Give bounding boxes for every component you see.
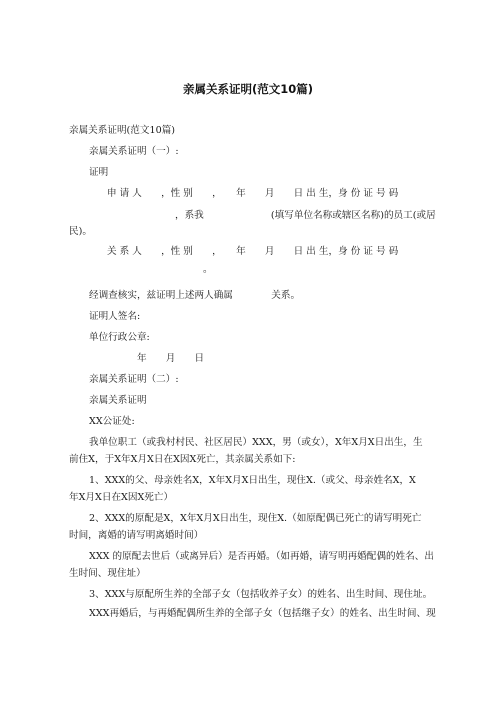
paragraph-line: 前住X，于X年X月X日在X因X死亡，其亲属关系如下: [69,454,296,465]
paragraph-line: 。 [203,264,213,275]
paragraph-line: 3、XXX与原配所生养的全部子女（包括收养子女）的姓名、出生时间、现住址。 [89,589,433,600]
paragraph-line: 亲属关系证明(范文10篇) [69,125,176,136]
paragraph-line: 我单位职工（或我村村民、社区居民）XXX，男（或女），X年X月X日出生，生 [89,437,423,448]
paragraph-line: 生时间、现住址） [69,568,146,579]
paragraph-line: 单位行政公章: [89,332,150,343]
paragraph-line: 民)。 [69,226,92,237]
paragraph-line: XX公证处: [89,416,135,427]
paragraph-line: 2、XXX的原配是X，X年X月X日出生，现住X.（如原配偶已死亡的请写明死亡 [89,513,422,524]
document-title: 亲属关系证明(范文10篇) [182,82,313,96]
paragraph-line: XXX 的原配去世后（或离异后）是否再婚。（如再婚，请写明再婚配偶的姓名、出 [89,551,434,562]
paragraph-line: 年X月X日在X因X死亡） [69,492,174,503]
paragraph-line: 1、XXX的父、母亲姓名X，X年X月X日出生，现住X.（或父、母亲姓名X，X [89,475,416,486]
paragraph-line: XXX再婚后，与再婚配偶所生养的全部子女（包括继子女）的姓名、出生时间、现 [89,608,436,619]
paragraph-line: ，系我 (填写单位名称或辖区名称)的员工(或居 [175,210,436,221]
paragraph-line: 亲属关系证明（二）: [89,374,179,385]
paragraph-line: 经调查核实，兹证明上述两人确属 关系。 [89,290,301,301]
paragraph-line: 关 系 人 ，性 别 ， 年 月 日 出 生，身 份 证 号 码 [107,246,399,257]
paragraph-line: 年 月 日 [137,353,205,364]
paragraph-line: 亲属关系证明 [89,395,147,406]
paragraph-line: 证明人签名: [89,311,141,322]
paragraph-line: 申 请 人 ，性 别 ， 年 月 日 出 生，身 份 证 号 码 [107,188,399,199]
paragraph-line: 时间，离婚的请写明离婚时间） [69,530,204,541]
paragraph-line: 亲属关系证明（一）: [89,146,179,157]
paragraph-line: 证明 [89,167,109,178]
